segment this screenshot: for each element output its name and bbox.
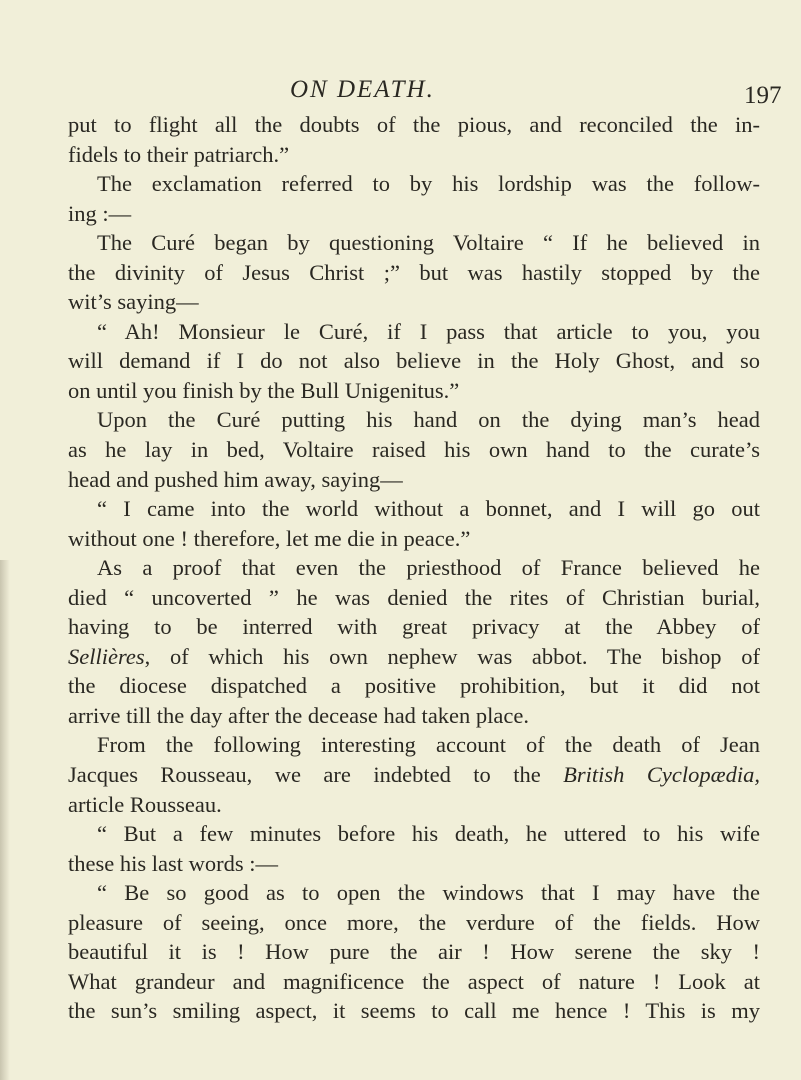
text-line: “ Ah! Monsieur le Curé, if I pass that article to you, you bbox=[97, 318, 760, 344]
text-line: The exclamation referred to by his lordship was the follow- bbox=[97, 171, 760, 197]
text-line: “ I came into the world without a bonnet, and I will go out bbox=[97, 496, 760, 522]
text-line: without one ! therefore, let me die in peace.” bbox=[68, 525, 471, 551]
text-line: the sun’s smiling aspect, it seems to call me hence ! This is my bbox=[68, 998, 760, 1024]
text-line: From the following interesting account of the death of Jean bbox=[97, 732, 760, 758]
text-line: article Rousseau. bbox=[68, 791, 222, 817]
text-line: ing :— bbox=[68, 200, 132, 226]
text-line: put to flight all the doubts of the pious, and reconciled the in- bbox=[68, 112, 760, 137]
text-span: , of which his own nephew was abbot. The bishop of bbox=[144, 643, 760, 669]
text-line: on until you finish by the Bull Unigenitus.” bbox=[68, 377, 460, 403]
running-title: ON DEATH. bbox=[290, 76, 435, 103]
italic-text: British Cyclopædia, bbox=[563, 762, 760, 788]
text-line: What grandeur and magnificence the aspect of nature ! Look at bbox=[68, 968, 760, 994]
text-line: will demand if I do not also believe in the Holy Ghost, and so bbox=[68, 348, 760, 374]
body-text bbox=[68, 110, 760, 1026]
text-line: arrive till the day after the decease had taken place. bbox=[68, 702, 529, 728]
text-line: pleasure of seeing, once more, the verdure of the fields. How bbox=[68, 909, 760, 935]
text-line: “ Be so good as to open the windows that I may have the bbox=[97, 880, 760, 906]
text-line: these his last words :— bbox=[68, 850, 278, 876]
page-header bbox=[0, 76, 801, 112]
text-line bbox=[68, 642, 760, 672]
page-number: 197 bbox=[744, 82, 782, 109]
text-span: Jacques Rousseau, we are indebted to the bbox=[68, 762, 564, 788]
text-line: head and pushed him away, saying— bbox=[68, 466, 403, 492]
text-line: “ But a few minutes before his death, he uttered to his wife bbox=[97, 821, 760, 847]
text-line: wit’s saying— bbox=[68, 289, 199, 315]
text-line: The Curé began by questioning Voltaire “ If he believed in bbox=[97, 230, 760, 256]
text-line: fidels to their patriarch.” bbox=[68, 141, 290, 167]
italic-text: Sellières bbox=[68, 643, 145, 669]
text-line: having to be interred with great privacy at the Abbey of bbox=[68, 614, 760, 640]
text-line bbox=[68, 760, 760, 790]
text-line: As a proof that even the priesthood of France believed he bbox=[97, 555, 760, 581]
text-line: Upon the Curé putting his hand on the dying man’s head bbox=[97, 407, 760, 433]
text-line: the diocese dispatched a positive prohibition, but it did not bbox=[68, 673, 760, 699]
text-line: died “ uncoverted ” he was denied the rites of Christian burial, bbox=[68, 584, 760, 610]
text-line: beautiful it is ! How pure the air ! How serene the sky ! bbox=[68, 939, 760, 965]
page-edge-shadow bbox=[0, 560, 10, 1080]
text-line: the divinity of Jesus Christ ;” but was hastily stopped by the bbox=[68, 259, 760, 285]
text-line: as he lay in bed, Voltaire raised his own hand to the curate’s bbox=[68, 437, 760, 463]
